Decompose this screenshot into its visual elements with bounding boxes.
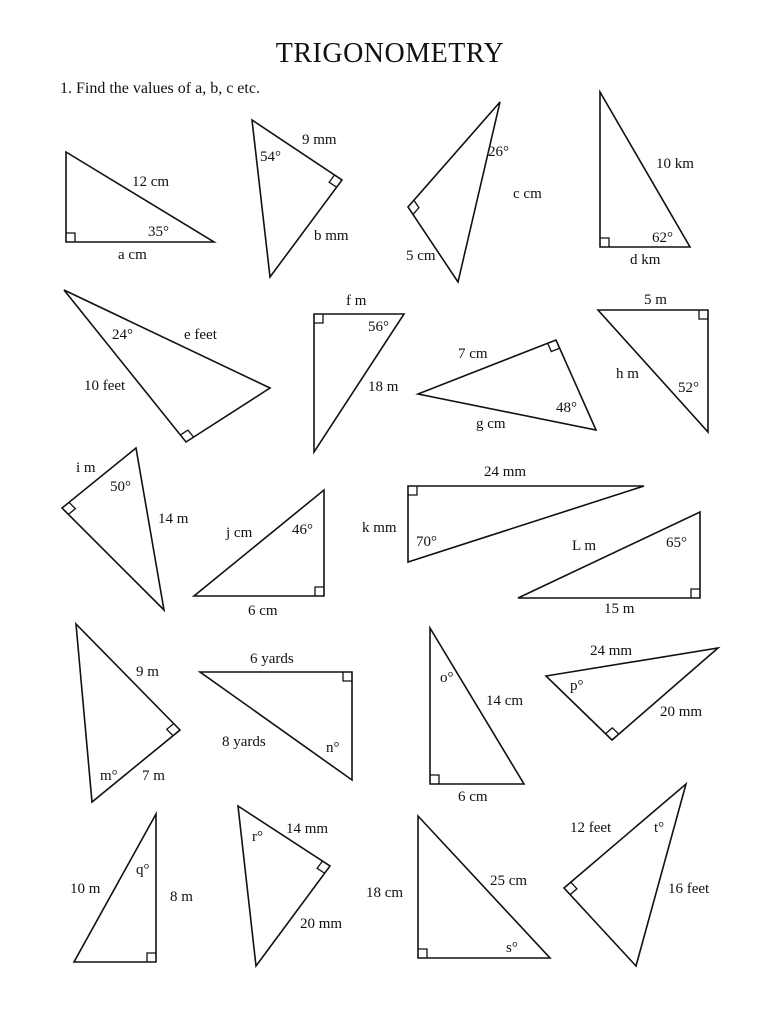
triangle-f-label: 18 m bbox=[368, 379, 399, 395]
triangle-e-label: 10 feet bbox=[84, 378, 126, 394]
triangle-k-shape bbox=[408, 486, 644, 562]
triangle-c bbox=[406, 102, 542, 282]
triangle-k-label: 70° bbox=[416, 534, 437, 550]
triangle-e-label: e feet bbox=[184, 327, 217, 343]
triangle-g-label: g cm bbox=[476, 416, 506, 432]
triangle-p bbox=[546, 643, 718, 740]
triangle-e-shape bbox=[64, 290, 270, 442]
triangle-n-shape bbox=[200, 672, 352, 780]
right-angle-marker bbox=[68, 502, 75, 514]
right-angle-marker bbox=[570, 882, 577, 894]
triangle-f bbox=[314, 293, 404, 452]
triangle-a-label: 12 cm bbox=[132, 174, 170, 190]
triangle-f-label: 56° bbox=[368, 319, 389, 335]
triangle-n-label: n° bbox=[326, 740, 340, 756]
triangle-a-shape bbox=[66, 152, 214, 242]
right-angle-marker bbox=[413, 200, 419, 214]
triangle-o-label: 6 cm bbox=[458, 789, 488, 805]
triangle-s-label: 25 cm bbox=[490, 873, 528, 889]
triangle-s-label: 18 cm bbox=[366, 885, 404, 901]
triangle-k bbox=[362, 464, 644, 562]
triangle-g-shape bbox=[418, 340, 596, 430]
right-angle-marker bbox=[343, 672, 352, 681]
right-angle-marker bbox=[408, 486, 417, 495]
right-angle-marker bbox=[147, 953, 156, 962]
right-angle-marker bbox=[699, 310, 708, 319]
triangle-p-label: 20 mm bbox=[660, 704, 703, 720]
triangle-n-label: 8 yards bbox=[222, 734, 266, 750]
triangle-e-label: 24° bbox=[112, 327, 133, 343]
triangle-q-label: 8 m bbox=[170, 889, 193, 905]
triangle-h-label: 5 m bbox=[644, 292, 667, 308]
triangle-m-label: 9 m bbox=[136, 664, 159, 680]
right-angle-marker bbox=[66, 233, 75, 242]
triangle-b-label: 54° bbox=[260, 149, 281, 165]
triangle-o bbox=[430, 628, 524, 805]
triangle-q bbox=[70, 814, 193, 962]
triangle-e bbox=[64, 290, 270, 442]
triangle-t bbox=[564, 784, 710, 966]
triangle-d-label: 10 km bbox=[656, 156, 694, 172]
triangle-L-shape bbox=[518, 512, 700, 598]
triangle-t-label: t° bbox=[654, 820, 665, 836]
triangle-p-shape bbox=[546, 648, 718, 740]
triangle-j-shape bbox=[194, 490, 324, 596]
triangle-p-label: 24 mm bbox=[590, 643, 633, 659]
triangle-t-label: 16 feet bbox=[668, 881, 710, 897]
right-angle-marker bbox=[314, 314, 323, 323]
right-angle-marker bbox=[317, 861, 325, 873]
triangle-j-label: 6 cm bbox=[248, 603, 278, 619]
triangle-i-label: 14 m bbox=[158, 511, 189, 527]
worksheet-title: TRIGONOMETRY bbox=[275, 38, 505, 69]
triangle-k-label: k mm bbox=[362, 520, 397, 536]
triangle-r-label: r° bbox=[252, 829, 263, 845]
triangle-r bbox=[238, 806, 342, 966]
triangle-t-shape bbox=[564, 784, 686, 966]
triangle-c-label: 5 cm bbox=[406, 248, 436, 264]
triangle-h-shape bbox=[598, 310, 708, 432]
right-angle-marker bbox=[180, 430, 193, 437]
triangle-c-label: c cm bbox=[513, 186, 542, 202]
triangle-b-label: b mm bbox=[314, 228, 349, 244]
triangle-g bbox=[418, 340, 596, 432]
right-angle-marker bbox=[329, 175, 336, 187]
triangle-a-label: a cm bbox=[118, 247, 147, 263]
triangle-f-label: f m bbox=[346, 293, 367, 309]
triangle-h-label: 52° bbox=[678, 380, 699, 396]
triangle-b-label: 9 mm bbox=[302, 132, 337, 148]
triangle-n bbox=[200, 651, 352, 780]
triangle-r-label: 14 mm bbox=[286, 821, 329, 837]
triangle-m-label: m° bbox=[100, 768, 118, 784]
triangle-r-label: 20 mm bbox=[300, 916, 343, 932]
triangle-b bbox=[252, 120, 349, 277]
triangle-c-label: 26° bbox=[488, 144, 509, 160]
triangle-m-label: 7 m bbox=[142, 768, 165, 784]
triangle-t-label: 12 feet bbox=[570, 820, 612, 836]
triangle-L-label: 15 m bbox=[604, 601, 635, 617]
triangle-a bbox=[66, 152, 214, 263]
triangle-d bbox=[600, 92, 694, 268]
triangle-g-label: 48° bbox=[556, 400, 577, 416]
triangle-i-label: 50° bbox=[110, 479, 131, 495]
triangle-k-label: 24 mm bbox=[484, 464, 527, 480]
triangle-j-label: 46° bbox=[292, 522, 313, 538]
triangle-s-shape bbox=[418, 816, 550, 958]
triangle-o-label: 14 cm bbox=[486, 693, 524, 709]
triangle-j bbox=[194, 490, 324, 619]
triangle-s bbox=[366, 816, 550, 958]
right-angle-marker bbox=[691, 589, 700, 598]
triangle-d-label: 62° bbox=[652, 230, 673, 246]
right-angle-marker bbox=[600, 238, 609, 247]
triangle-n-label: 6 yards bbox=[250, 651, 294, 667]
triangle-a-label: 35° bbox=[148, 224, 169, 240]
right-angle-marker bbox=[315, 587, 324, 596]
triangle-L bbox=[518, 512, 700, 617]
triangle-m bbox=[76, 624, 180, 802]
triangle-j-label: j cm bbox=[226, 525, 253, 541]
triangle-i bbox=[62, 448, 189, 610]
triangle-i-label: i m bbox=[76, 460, 96, 476]
triangle-o-label: o° bbox=[440, 670, 454, 686]
right-angle-marker bbox=[430, 775, 439, 784]
instruction-text: 1. Find the values of a, b, c etc. bbox=[60, 80, 260, 97]
triangle-q-label: 10 m bbox=[70, 881, 101, 897]
triangle-h bbox=[598, 292, 708, 432]
right-angle-marker bbox=[606, 728, 619, 734]
right-angle-marker bbox=[167, 724, 174, 736]
triangle-s-label: s° bbox=[506, 940, 518, 956]
triangle-g-label: 7 cm bbox=[458, 346, 488, 362]
triangle-h-label: h m bbox=[616, 366, 639, 382]
triangle-q-label: q° bbox=[136, 862, 150, 878]
right-angle-marker bbox=[418, 949, 427, 958]
triangle-p-label: p° bbox=[570, 678, 584, 694]
triangle-L-label: L m bbox=[572, 538, 597, 554]
triangle-d-label: d km bbox=[630, 252, 661, 268]
triangle-L-label: 65° bbox=[666, 535, 687, 551]
